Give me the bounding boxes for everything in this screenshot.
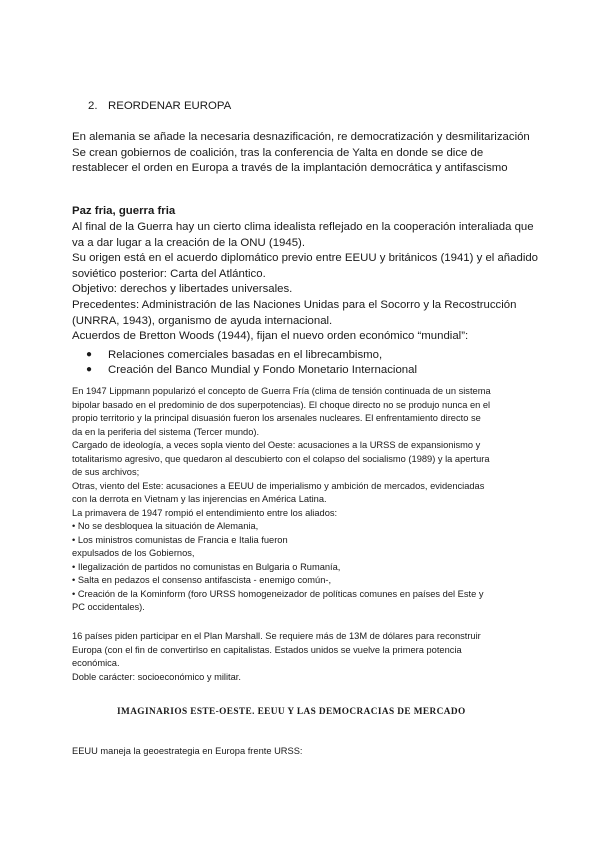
bullet-dot-icon: ●: [86, 349, 93, 360]
text-line: (UNRRA, 1943), organismo de ayuda internacional.: [72, 314, 333, 327]
section-number: 2.: [88, 100, 98, 112]
bullet-item: Relaciones comerciales basadas en el librecambismo,: [108, 349, 383, 361]
text-line: restablecer el orden en Europa a través de la implantación democrática y antifascismo: [72, 162, 508, 175]
text-line: Se crean gobiernos de coalición, tras la conferencia de Yalta en donde se dice de: [72, 146, 484, 159]
text-line: Precedentes: Administración de las Naciones Unidas para el Socorro y la Recostrucción: [72, 299, 517, 311]
text-line: PC occidentales).: [72, 602, 145, 612]
text-line: Europa (con el fin de convertirlso en capitalistas. Estados unidos se vuelve la primera potencia: [72, 644, 462, 655]
subheading: Paz fria, guerra fria: [72, 205, 176, 217]
text-line: soviético posterior: Carta del Atlántico.: [72, 267, 266, 280]
text-line: Cargado de ideología, a veces sopla viento del Oeste: acusaciones a la URSS de expansionismo y: [72, 440, 481, 450]
text-line: En 1947 Lippmann popularizó el concepto de Guerra Fría (clima de tensión continuada de un sistema: [72, 386, 491, 396]
text-line: • No se desbloquea la situación de Alemania,: [72, 521, 259, 531]
text-line: expulsados de los Gobiernos,: [72, 548, 195, 558]
text-line: 16 países piden participar en el Plan Marshall. Se requiere más de 13M de dólares para reconstruir: [72, 631, 481, 641]
text-line: Objetivo: derechos y libertades universales.: [72, 283, 293, 296]
section-title-2: IMAGINARIOS ESTE-OESTE. EEUU Y LAS DEMOCRACIAS DE MERCADO: [117, 707, 466, 717]
text-line: va a dar lugar a la creación de la ONU (1945).: [72, 236, 305, 249]
text-line: Doble carácter: socioeconómico y militar.: [72, 671, 241, 682]
text-line: • Los ministros comunistas de Francia e Italia fueron: [72, 534, 288, 545]
text-line: Acuerdos de Bretton Woods (1944), fijan el nuevo orden económico “mundial”:: [72, 330, 469, 343]
text-line: propio territorio y la principal disuasión fueron los arsenales nucleares. El enfrentamiento directo se: [72, 413, 481, 423]
text-line: • Salta en pedazos el consenso antifascista - enemigo común-,: [72, 575, 332, 585]
text-line: de sus archivos;: [72, 467, 140, 477]
text-line: da en la periferia del sistema (Tercer mundo).: [72, 426, 260, 437]
text-line: • Ilegalización de partidos no comunistas en Bulgaria o Rumanía,: [72, 561, 341, 572]
text-line: Su origen está en el acuerdo diplomático previo entre EEUU y británicos (1941) y el añadido: [72, 252, 539, 265]
text-line: totalitarismo agresivo, que quedaron al descubierto con el colapso del socialismo (1989) y la apertura: [72, 453, 490, 464]
section-title: REORDENAR EUROPA: [108, 100, 232, 112]
bullet-item: Creación del Banco Mundial y Fondo Monetario Internacional: [108, 364, 417, 376]
text-line: Otras, viento del Este: acusaciones a EEUU de imperialismo y ambición de mercados, evidenciadas: [72, 480, 485, 491]
text-line: Al final de la Guerra hay un cierto clima idealista reflejado en la cooperación interaliada que: [72, 221, 534, 233]
bullet-dot-icon: ●: [86, 364, 93, 375]
final-line: EEUU maneja la geoestrategia en Europa frente URSS:: [72, 746, 303, 756]
text-line: En alemania se añade la necesaria desnazificación, re democratización y desmilitarización: [72, 131, 530, 143]
text-line: • Creación de la Kominform (foro URSS homogeneizador de políticas comunes en países del Este y: [72, 588, 484, 599]
text-line: La primavera de 1947 rompió el entendimiento entre los aliados:: [72, 507, 338, 518]
text-line: con la derrota en Vietnam y las injerencias en América Latina.: [72, 494, 327, 504]
text-line: económica.: [72, 658, 120, 668]
text-line: bipolar basado en el predominio de dos superpotencias). El choque directo no se produjo nunca en el: [72, 399, 491, 410]
